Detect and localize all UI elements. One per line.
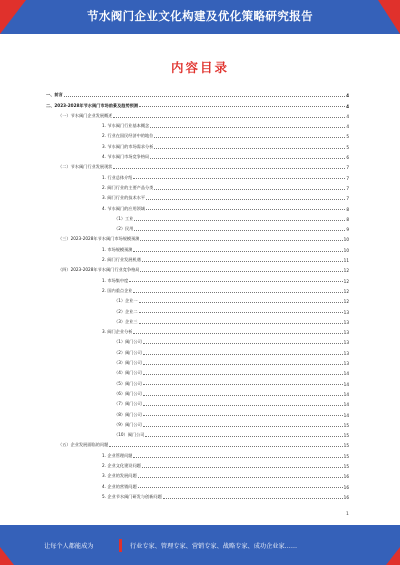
toc-entry-page: 4 — [346, 103, 349, 109]
footer-divider — [119, 539, 122, 552]
toc-entry[interactable] — [46, 119, 349, 129]
toc-entry[interactable] — [46, 273, 349, 283]
toc-entry-label: 4. 企业的营销问题 — [102, 483, 137, 489]
toc-leader-dots — [146, 199, 345, 200]
toc-entry-label: 二、2023-2028年节水阀门市场前景及趋势预测 — [46, 102, 139, 108]
toc-leader-dots — [109, 446, 342, 447]
toc-entry-label: （3）企业三 — [114, 318, 138, 324]
toc-entry-page: 5 — [346, 134, 349, 140]
toc-entry-label: （1）工业 — [114, 215, 134, 221]
toc-entry-label: （5）阀门公司 — [114, 380, 142, 386]
toc-entry-label: （2）阀门公司 — [114, 349, 142, 355]
toc-leader-dots — [143, 374, 343, 375]
toc-entry[interactable] — [46, 294, 349, 304]
toc-leader-dots — [154, 137, 345, 138]
toc-entry-label: 2. 国内重点企业 — [102, 287, 133, 293]
toc-entry-label: 1. 企业管理问题 — [102, 452, 133, 458]
toc-leader-dots — [113, 168, 345, 169]
toc-entry[interactable] — [46, 181, 349, 191]
toc-entry-page: 16 — [343, 494, 349, 500]
toc-entry[interactable] — [46, 490, 349, 500]
toc-entry-label: 5. 企业节水阀门研发与创新问题 — [102, 493, 162, 499]
toc-entry[interactable] — [46, 376, 349, 386]
toc-entry[interactable] — [46, 98, 349, 108]
toc-entry[interactable] — [46, 325, 349, 335]
toc-entry-label: 1. 市场集中度 — [102, 277, 129, 283]
toc-entry[interactable] — [46, 448, 349, 458]
toc-entry[interactable] — [46, 304, 349, 314]
toc-entry-label: 2. 阀门行业的主要产品分类 — [102, 184, 154, 190]
footer-slogan-right: 行业专家、管理专家、营销专家、战略专家、成功企业家…… — [130, 543, 298, 550]
toc-leader-dots — [143, 384, 343, 385]
toc-leader-dots — [139, 302, 343, 303]
toc-entry-label: （2）企业二 — [114, 308, 138, 314]
toc-entry-page: 15 — [343, 433, 349, 439]
toc-entry-label: 2. 行业在国民经济中的地位 — [102, 133, 154, 139]
toc-entry-page: 14 — [343, 391, 349, 397]
toc-entry[interactable] — [46, 129, 349, 139]
toc-entry-page: 13 — [343, 340, 349, 346]
toc-entry-page: 12 — [343, 278, 349, 284]
toc-leader-dots — [143, 405, 343, 406]
toc-leader-dots — [133, 333, 342, 334]
toc-entry-page: 7 — [346, 175, 349, 181]
toc-entry-page: 8 — [346, 216, 349, 222]
toc-entry-label: （4）阀门公司 — [114, 370, 142, 376]
toc-entry-page: 10 — [343, 247, 349, 253]
toc-entry[interactable] — [46, 469, 349, 479]
toc-leader-dots — [138, 477, 343, 478]
toc-entry-page: 13 — [343, 350, 349, 356]
toc-entry[interactable] — [46, 356, 349, 366]
toc-entry-page: 10 — [343, 237, 349, 243]
toc-leader-dots — [143, 354, 343, 355]
toc-entry-page: 16 — [343, 484, 349, 490]
toc-entry[interactable] — [46, 407, 349, 417]
toc-entry[interactable] — [46, 88, 349, 98]
toc-entry[interactable] — [46, 201, 349, 211]
toc-entry-label: 3. 企业的发展问题 — [102, 473, 137, 479]
toc-entry-label: 4. 节水阀门的应用领域 — [102, 205, 146, 211]
toc-entry-page: 11 — [343, 258, 349, 264]
toc-entry-label: （1）企业一 — [114, 298, 138, 304]
toc-entry-label: 3. 阀门行业的技术水平 — [102, 195, 146, 201]
toc-entry-label: 一、前言 — [46, 92, 63, 98]
toc-entry-label: 4. 节水阀门市场竞争格局 — [102, 154, 150, 160]
toc-leader-dots — [139, 106, 345, 107]
toc-entry-label: （6）阀门公司 — [114, 390, 142, 396]
toc-entry[interactable] — [46, 428, 349, 438]
toc-entry-label: 1. 节水阀门行业基本概念 — [102, 123, 150, 129]
toc-entry-label: （8）阀门公司 — [114, 411, 142, 417]
toc-entry-page: 14 — [343, 381, 349, 387]
toc-entry[interactable] — [46, 212, 349, 222]
toc-entry-page: 12 — [343, 288, 349, 294]
toc-entry-page: 16 — [343, 474, 349, 480]
toc-entry-label: 1. 市场规模预测 — [102, 246, 133, 252]
toc-entry-page: 13 — [343, 319, 349, 325]
page-number: 1 — [346, 512, 349, 517]
toc-leader-dots — [163, 498, 343, 499]
footer-red-corner-left — [0, 547, 14, 565]
toc-leader-dots — [154, 189, 345, 190]
toc-entry-label: （五）企业发展面临的问题 — [58, 442, 109, 448]
toc-entry[interactable] — [46, 479, 349, 489]
toc-entry-page: 4 — [346, 113, 349, 119]
toc-leader-dots — [143, 364, 343, 365]
toc-entry-page: 7 — [346, 165, 349, 171]
toc-entry-label: （二）节水阀门行业发展现状 — [58, 164, 113, 170]
table-of-contents — [46, 88, 349, 500]
toc-entry-page: 13 — [343, 309, 349, 315]
toc-entry[interactable] — [46, 222, 349, 232]
toc-entry[interactable] — [46, 109, 349, 119]
toc-entry-page: 15 — [343, 443, 349, 449]
toc-entry-label: 1. 行业总体介绍 — [102, 174, 133, 180]
toc-entry-page: 7 — [346, 185, 349, 191]
report-footer-bar — [0, 525, 400, 565]
toc-entry[interactable] — [46, 418, 349, 428]
toc-entry-label: 2. 阀门行业发展机遇 — [102, 257, 141, 263]
toc-leader-dots — [142, 467, 343, 468]
toc-entry-page: 5 — [346, 144, 349, 150]
toc-entry[interactable] — [46, 335, 349, 345]
toc-leader-dots — [133, 178, 345, 179]
toc-leader-dots — [150, 127, 345, 128]
report-title: 节水阀门企业文化构建及优化策略研究报告 — [86, 9, 314, 23]
toc-leader-dots — [133, 457, 342, 458]
toc-leader-dots — [133, 292, 342, 293]
toc-entry-label: 3. 节水阀门的市场需求分析 — [102, 143, 154, 149]
toc-leader-dots — [145, 436, 342, 437]
toc-leader-dots — [146, 209, 345, 210]
toc-entry[interactable] — [46, 191, 349, 201]
toc-entry[interactable] — [46, 366, 349, 376]
toc-leader-dots — [142, 261, 343, 262]
toc-leader-dots — [143, 426, 343, 427]
toc-entry-page: 12 — [343, 299, 349, 305]
toc-leader-dots — [143, 343, 343, 344]
toc-entry-label: 2. 企业文化建设问题 — [102, 462, 141, 468]
toc-entry-page: 9 — [346, 227, 349, 233]
toc-entry[interactable] — [46, 387, 349, 397]
toc-entry[interactable] — [46, 345, 349, 355]
toc-entry[interactable] — [46, 459, 349, 469]
toc-entry-page: 7 — [346, 196, 349, 202]
toc-entry-label: （一）节水阀门企业发展概述 — [58, 112, 113, 118]
toc-entry-page: 4 — [346, 93, 349, 99]
toc-entry-page: 12 — [343, 268, 349, 274]
toc-entry-page: 15 — [343, 453, 349, 459]
toc-entry[interactable] — [46, 315, 349, 325]
toc-leader-dots — [134, 230, 345, 231]
toc-entry-label: （2）民用 — [114, 226, 134, 232]
toc-entry-label: （9）阀门公司 — [114, 421, 142, 427]
toc-entry[interactable] — [46, 139, 349, 149]
toc-entry[interactable] — [46, 160, 349, 170]
toc-heading: 内容目录 — [170, 60, 229, 75]
toc-entry-page: 15 — [343, 463, 349, 469]
toc-entry-page: 14 — [343, 371, 349, 377]
toc-entry-label: （10）阀门公司 — [114, 432, 145, 438]
footer-red-corner-right — [386, 547, 400, 565]
toc-leader-dots — [138, 487, 343, 488]
toc-leader-dots — [150, 158, 345, 159]
toc-leader-dots — [133, 251, 342, 252]
toc-entry[interactable] — [46, 284, 349, 294]
toc-entry[interactable] — [46, 397, 349, 407]
toc-leader-dots — [134, 220, 345, 221]
toc-entry-page: 13 — [343, 330, 349, 336]
toc-entry-page: 15 — [343, 422, 349, 428]
footer-slogan-left: 让每个人都能成为 — [44, 543, 94, 550]
toc-entry[interactable] — [46, 242, 349, 252]
toc-leader-dots — [140, 271, 342, 272]
toc-entry[interactable] — [46, 150, 349, 160]
toc-entry[interactable] — [46, 232, 349, 242]
toc-leader-dots — [64, 96, 345, 97]
toc-entry-page: 14 — [343, 412, 349, 418]
toc-leader-dots — [140, 240, 342, 241]
toc-leader-dots — [139, 312, 343, 313]
toc-entry-label: （1）阀门公司 — [114, 339, 142, 345]
toc-leader-dots — [139, 323, 343, 324]
toc-entry-label: （7）阀门公司 — [114, 401, 142, 407]
toc-entry[interactable] — [46, 438, 349, 448]
report-header-bar — [0, 0, 400, 34]
toc-entry-page: 8 — [346, 206, 349, 212]
toc-leader-dots — [113, 117, 345, 118]
toc-entry-page: 4 — [346, 124, 349, 130]
toc-entry[interactable] — [46, 263, 349, 273]
toc-entry[interactable] — [46, 253, 349, 263]
toc-entry-label: （三）2023-2028年节水阀门市场规模预测 — [58, 236, 140, 242]
toc-entry-page: 13 — [343, 361, 349, 367]
toc-entry-page: 14 — [343, 402, 349, 408]
toc-entry-label: （四）2023-2028年节水阀门行业竞争格局 — [58, 267, 140, 273]
toc-leader-dots — [154, 148, 345, 149]
toc-leader-dots — [143, 395, 343, 396]
toc-leader-dots — [143, 415, 343, 416]
toc-entry-label: （3）阀门公司 — [114, 360, 142, 366]
toc-entry[interactable] — [46, 170, 349, 180]
toc-entry-page: 6 — [346, 155, 349, 161]
toc-entry-label: 3. 阀门企业分析 — [102, 329, 133, 335]
toc-leader-dots — [129, 281, 342, 282]
